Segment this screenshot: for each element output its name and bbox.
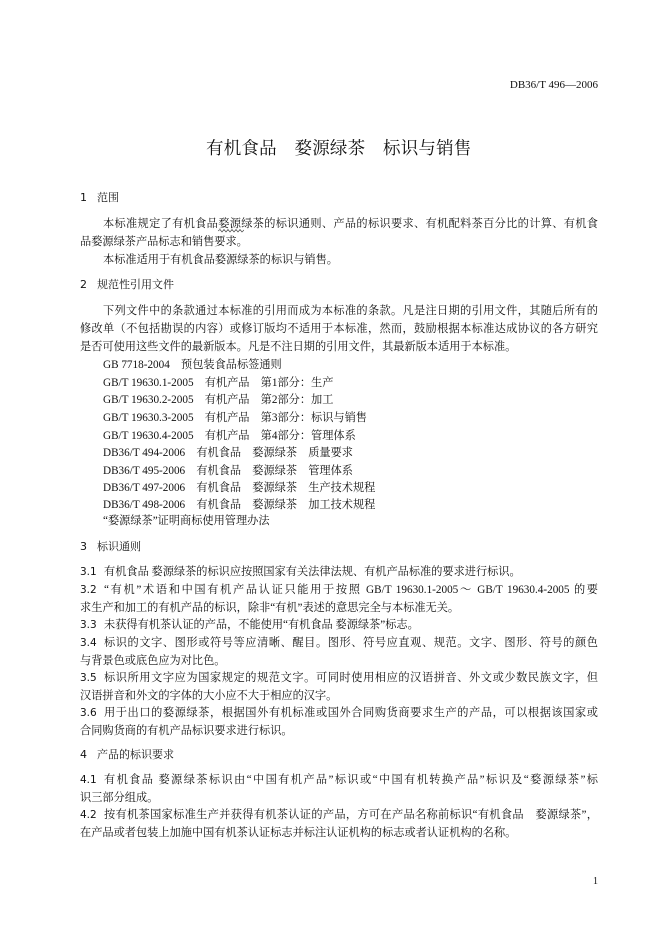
clause-line: 在产品或者包装上加施中国有机茶认证标志并标注认证机构的标志或者认证机构的名称。: [80, 827, 517, 839]
paragraph-line: 是否可使用这些文件的最新版本。凡是不注日期的引用文件，其最新版本适用于本标准。: [80, 341, 517, 353]
paragraph-line: 下列文件中的条款通过本标准的引用而成为本标准的条款。凡是注日期的引用文件，其随后所有的: [103, 305, 598, 317]
section-number: 2: [80, 278, 87, 291]
section-title: 产品的标识要求: [97, 748, 174, 761]
reference-item: GB/T 19630.4-2005 有机产品 第4部分：管理体系: [103, 430, 356, 442]
clause-line: 求生产和加工的有机产品的标识，除非“有机”表述的意思完全与本标准无关。: [80, 602, 460, 614]
reference-item: GB/T 19630.2-2005 有机产品 第2部分：加工: [103, 394, 334, 406]
clause-line: 合同购货商的有机产品标识要求进行标识。: [80, 725, 293, 737]
clause-line: 按有机茶国家标准生产并获得有机茶认证的产品，方可在产品名称前标识“有机食品 婺源绿茶”，: [104, 809, 598, 821]
section-title: 规范性引用文件: [97, 278, 174, 291]
clause-number: 3.3: [80, 619, 97, 631]
clause-line: 用于出口的婺源绿茶，根据国外有机标准或国外合同购货商要求生产的产品，可以根据该国家或: [104, 707, 598, 719]
paragraph-line: 品婺源绿茶产品标志和销售要求。: [80, 236, 248, 248]
reference-item: GB 7718-2004 预包装食品标签通则: [103, 359, 282, 371]
reference-item: DB36/T 497-2006 有机食品 婺源绿茶 生产技术规程: [103, 482, 376, 494]
clause-line: “有机”术语和中国有机产品认证只能用于按照 GB/T 19630.1-2005～ GB/T 19630.4-2005 的要: [104, 584, 598, 596]
clause-number: 4.2: [80, 809, 97, 821]
section-number: 1: [80, 191, 87, 204]
clause-line: 标识所用文字应为国家规定的规范文字。可同时使用相应的汉语拼音、外文或少数民族文字，但: [104, 672, 598, 684]
document-title: 有机食品 婺源绿茶 标识与销售: [206, 139, 472, 159]
clause-number: 4.1: [80, 774, 97, 786]
clause-line: 未获得有机茶认证的产品，不能使用“有机食品 婺源绿茶”标志。: [104, 619, 419, 631]
section-heading-1: [80, 191, 119, 205]
clause-number: 3.5: [80, 672, 97, 684]
clause-line: 有机食品 婺源绿茶标识由“中国有机产品”标识或“中国有机转换产品”标识及“婺源绿茶”标: [104, 774, 598, 786]
clause-line: 有机食品 婺源绿茶的标识应按照国家有关法律法规、有机产品标准的要求进行标识。: [104, 566, 521, 578]
reference-item: “婺源绿茶”证明商标使用管理办法: [103, 515, 270, 527]
paragraph-line: 本标准规定了有机食品婺源绿茶的标识通则、产品的标识要求、有机配料茶百分比的计算、有机食: [103, 218, 598, 230]
section-heading-3: [80, 540, 141, 554]
spellcheck-squiggle: [218, 229, 244, 233]
section-number: 4: [80, 748, 87, 761]
clause-number: 3.4: [80, 637, 97, 649]
reference-item: DB36/T 495-2006 有机食品 婺源绿茶 管理体系: [103, 465, 353, 477]
clause-line: 汉语拼音和外文的字体的大小应不大于相应的汉字。: [80, 690, 338, 702]
reference-item: GB/T 19630.3-2005 有机产品 第3部分：标识与销售: [103, 412, 367, 424]
page-number: 1: [593, 876, 598, 887]
section-number: 3: [80, 540, 87, 553]
clause-line: 与背景色或底色应为对比色。: [80, 655, 226, 667]
reference-item: GB/T 19630.1-2005 有机产品 第1部分：生产: [103, 377, 334, 389]
standard-code: DB36/T 496—2006: [509, 79, 598, 91]
section-title: 范围: [97, 191, 119, 204]
section-heading-4: [80, 748, 174, 762]
clause-number: 3.2: [80, 584, 97, 596]
paragraph-line: 本标准适用于有机食品婺源绿茶的标识与销售。: [103, 254, 338, 266]
reference-item: DB36/T 498-2006 有机食品 婺源绿茶 加工技术规程: [103, 499, 376, 511]
reference-item: DB36/T 494-2006 有机食品 婺源绿茶 质量要求: [103, 447, 353, 459]
section-title: 标识通则: [97, 540, 141, 553]
section-heading-2: [80, 278, 174, 292]
clause-line: 标识的文字、图形或符号等应清晰、醒目。图形、符号应直观、规范。文字、图形、符号的颜色: [104, 637, 598, 649]
clause-number: 3.6: [80, 707, 97, 719]
clause-number: 3.1: [80, 566, 97, 578]
clause-line: 识三部分组成。: [80, 792, 159, 804]
paragraph-line: 修改单（不包括勘误的内容）或修订版均不适用于本标准，然而，鼓励根据本标准达成协议的各方研究: [80, 323, 598, 335]
